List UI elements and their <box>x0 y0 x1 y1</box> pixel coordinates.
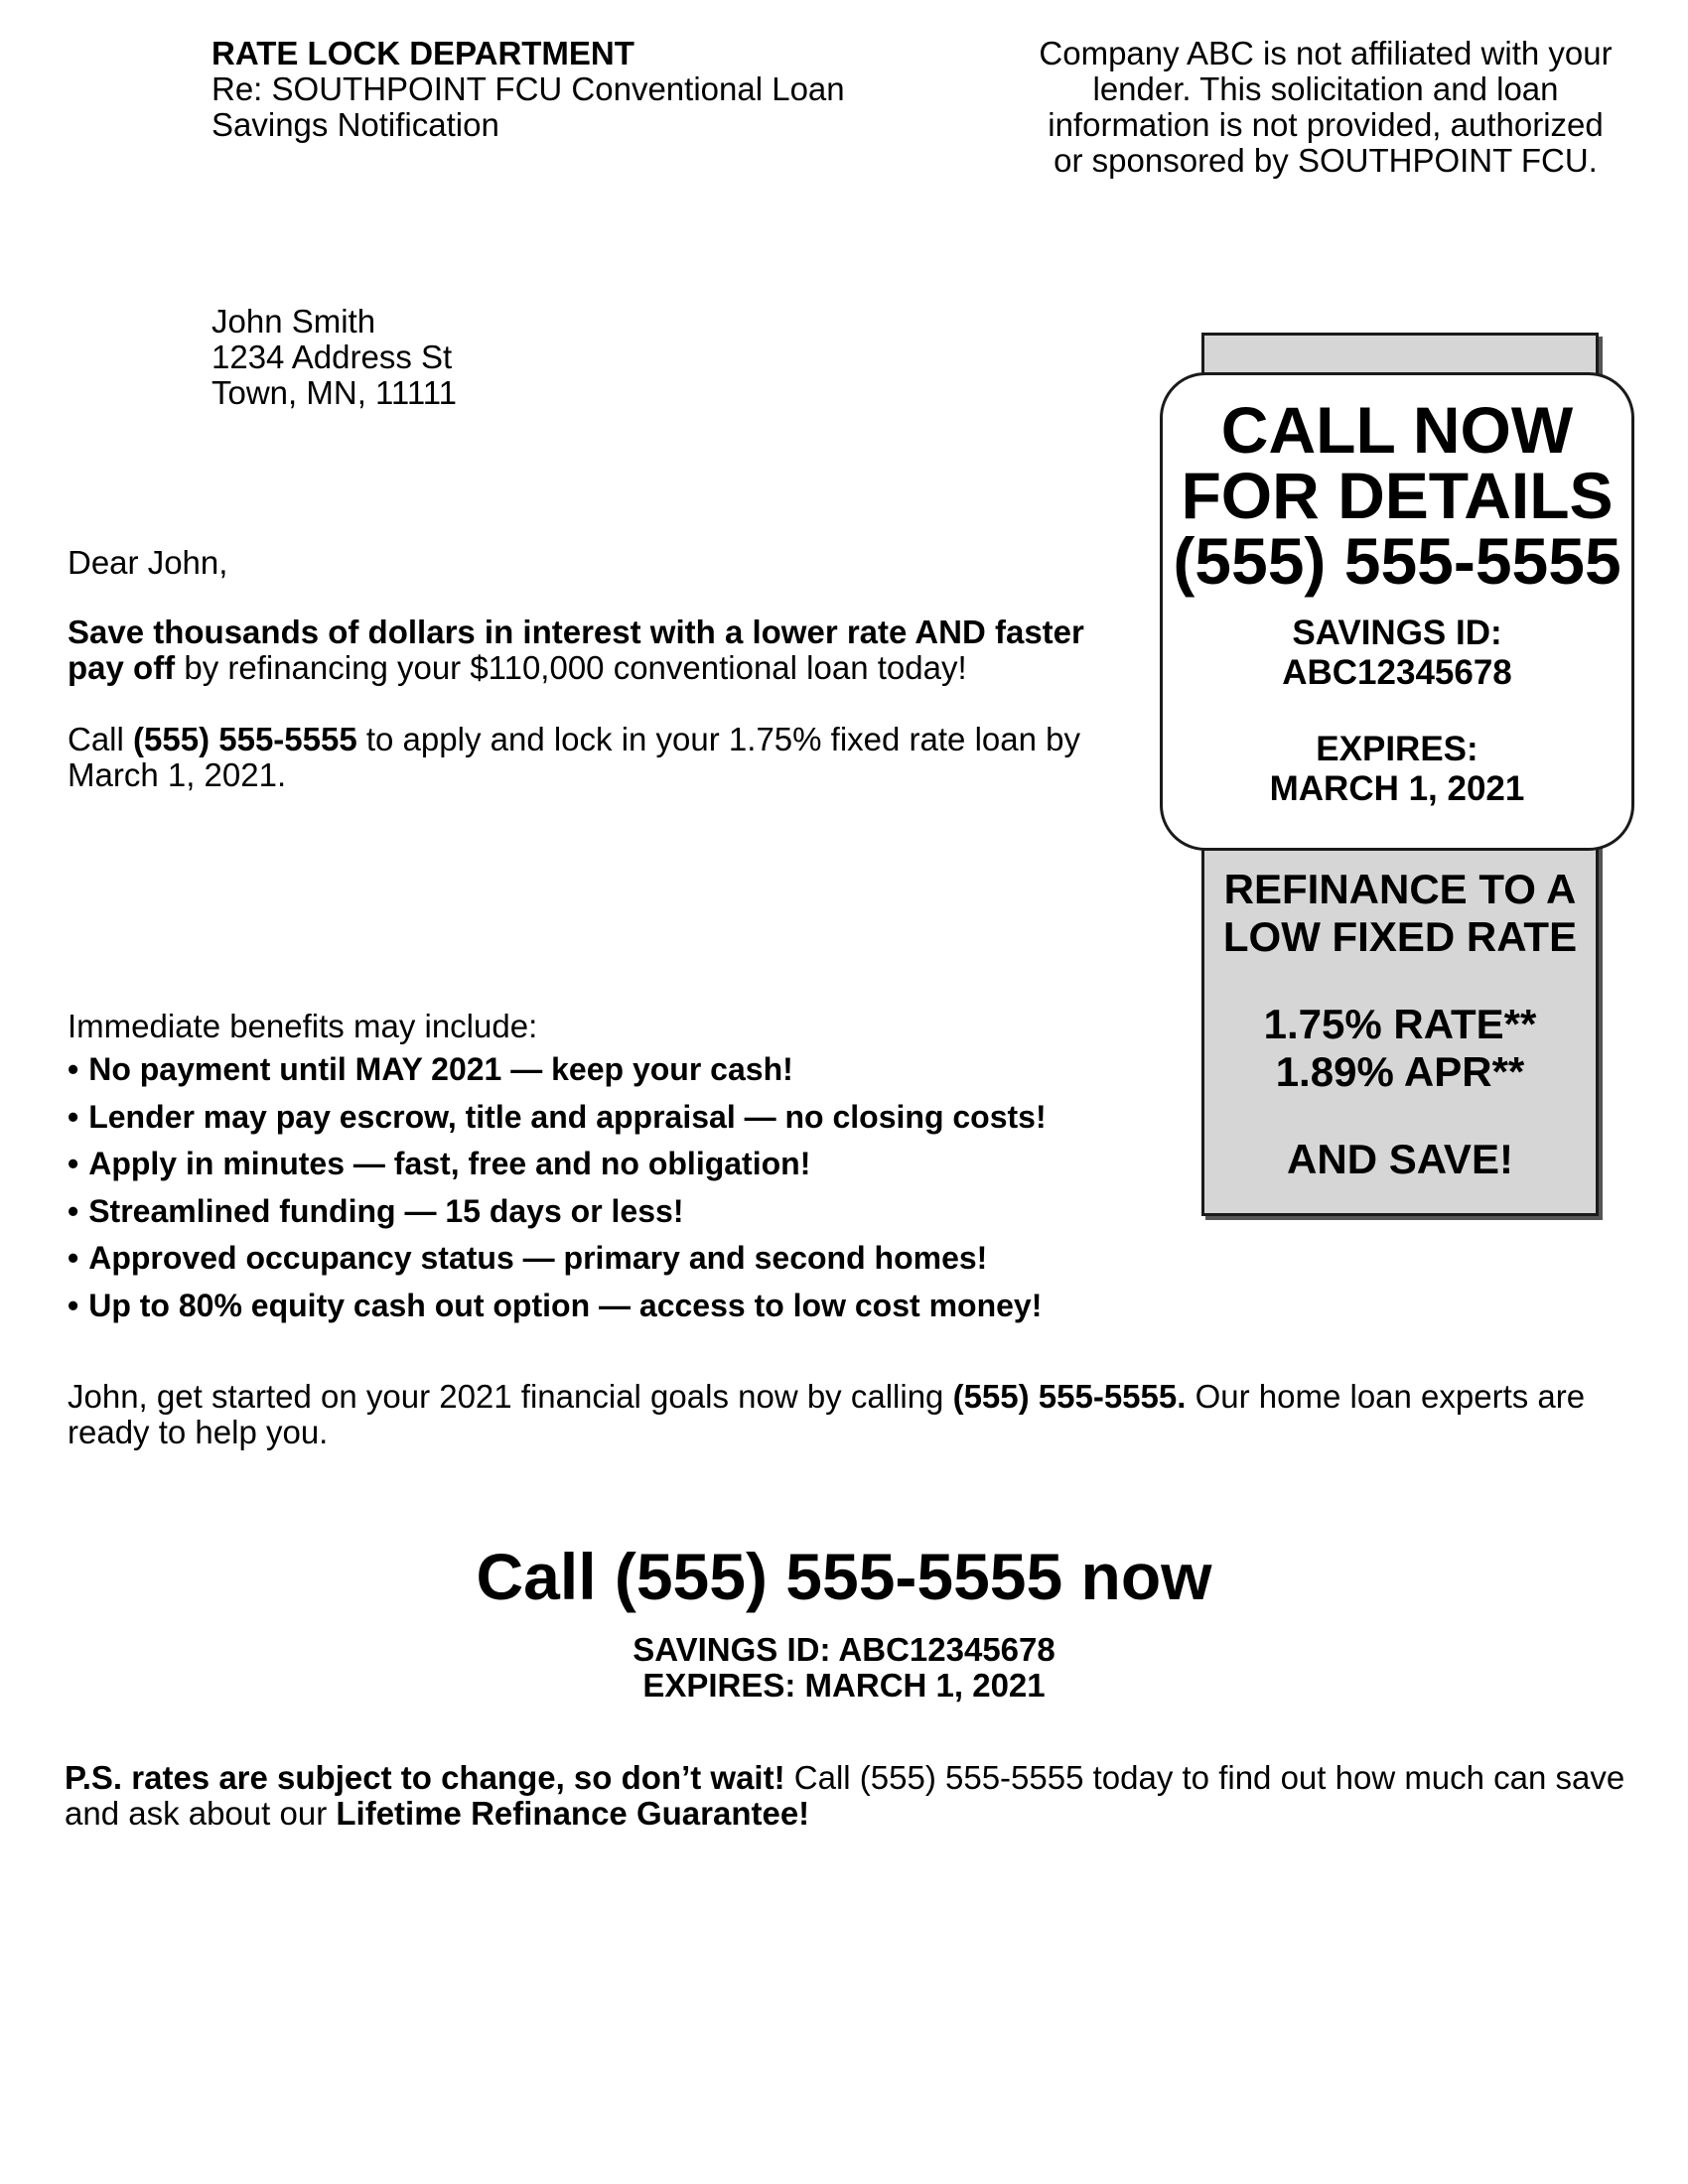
refinance-line: REFINANCE TO A <box>1223 866 1577 912</box>
ps-emphasis: P.S. rates are subject to change, so don’t wait! <box>65 1759 785 1796</box>
closing-phone: (555) 555-5555. <box>952 1378 1187 1415</box>
card-headline-line: CALL NOW <box>1220 393 1574 467</box>
phone-number: (555) 555-5555 <box>133 721 357 757</box>
disclaimer-line: Company ABC is not affiliated with your <box>1039 35 1613 71</box>
call-to-action-headline: Call (555) 555-5555 now <box>476 1540 1212 1613</box>
intro-emphasis: Save thousands of dollars in interest with a lower rate AND faster pay off <box>68 614 1084 686</box>
benefit-item: • Approved occupancy status — primary and second homes! <box>68 1240 1047 1288</box>
save-tagline: AND SAVE! <box>1287 1136 1513 1182</box>
benefit-item: • No payment until MAY 2021 — keep your cash! <box>68 1051 1047 1099</box>
ps-guarantee: Lifetime Refinance Guarantee! <box>336 1795 810 1832</box>
rate-details <box>1201 1001 1599 1096</box>
recipient-name: John Smith <box>211 303 376 340</box>
closing-paragraph <box>68 1379 1617 1450</box>
rate-value: 1.75% RATE** <box>1263 1001 1537 1047</box>
regarding-line-1: Re: SOUTHPOINT FCU Conventional Loan <box>211 70 845 107</box>
savings-id-label: SAVINGS ID: <box>1292 614 1502 652</box>
card-phone: (555) 555-5555 <box>1173 524 1621 598</box>
postscript <box>65 1760 1643 1832</box>
closing-prefix: John, get started on your 2021 financial goals now by calling <box>68 1378 953 1415</box>
refinance-line: LOW FIXED RATE <box>1222 913 1578 960</box>
sidebar-call-card <box>1160 372 1634 851</box>
department-name: RATE LOCK DEPARTMENT <box>211 35 634 71</box>
call-to-action-details <box>0 1632 1688 1704</box>
card-headline <box>1163 393 1631 598</box>
call-rest: to apply and lock in your 1.75% fixed rate loan by March 1, 2021. <box>68 721 1080 793</box>
ps-text: Call (555) 555-5555 today to find out how much can save and ask about our <box>65 1759 1625 1832</box>
benefits-list <box>68 1051 1047 1334</box>
disclaimer-line: or sponsored by SOUTHPOINT FCU. <box>1054 142 1598 179</box>
intro-paragraph <box>68 614 1130 686</box>
call-prefix: Call <box>68 721 134 757</box>
cta-savings-id: SAVINGS ID: ABC12345678 <box>633 1631 1055 1668</box>
cta-expires: EXPIRES: MARCH 1, 2021 <box>642 1667 1046 1704</box>
disclaimer-block <box>1003 36 1648 179</box>
card-headline-line: FOR DETAILS <box>1181 459 1614 532</box>
expires-label: EXPIRES: <box>1316 730 1478 768</box>
intro-rest: by refinancing your $110,000 conventional loan today! <box>175 649 967 686</box>
disclaimer-line: lender. This solicitation and loan <box>1092 70 1559 107</box>
benefit-item: • Apply in minutes — fast, free and no obligation! <box>68 1146 1047 1193</box>
apr-value: 1.89% APR** <box>1275 1048 1525 1095</box>
disclaimer-line: information is not provided, authorized <box>1048 106 1604 143</box>
benefit-item: • Streamlined funding — 15 days or less! <box>68 1193 1047 1241</box>
recipient-city: Town, MN, 11111 <box>211 374 458 411</box>
expires-value: MARCH 1, 2021 <box>1269 769 1525 808</box>
greeting: Dear John, <box>68 544 228 581</box>
benefit-item: • Lender may pay escrow, title and appraisal — no closing costs! <box>68 1099 1047 1147</box>
benefit-item: • Up to 80% equity cash out option — access to low cost money! <box>68 1288 1047 1335</box>
closing-rest: Our home loan experts are ready to help you. <box>68 1378 1586 1450</box>
refinance-heading <box>1201 866 1599 961</box>
recipient-street: 1234 Address St <box>211 339 453 375</box>
rate-offer-panel <box>1201 866 1599 1183</box>
header-sender-block <box>211 36 845 143</box>
savings-id-value: ABC12345678 <box>1282 653 1512 692</box>
benefits-intro: Immediate benefits may include: <box>68 1008 538 1044</box>
recipient-address <box>211 304 457 411</box>
call-paragraph <box>68 722 1130 793</box>
regarding-line-2: Savings Notification <box>211 106 499 143</box>
card-savings-id <box>1163 614 1631 693</box>
card-expiration <box>1163 730 1631 809</box>
